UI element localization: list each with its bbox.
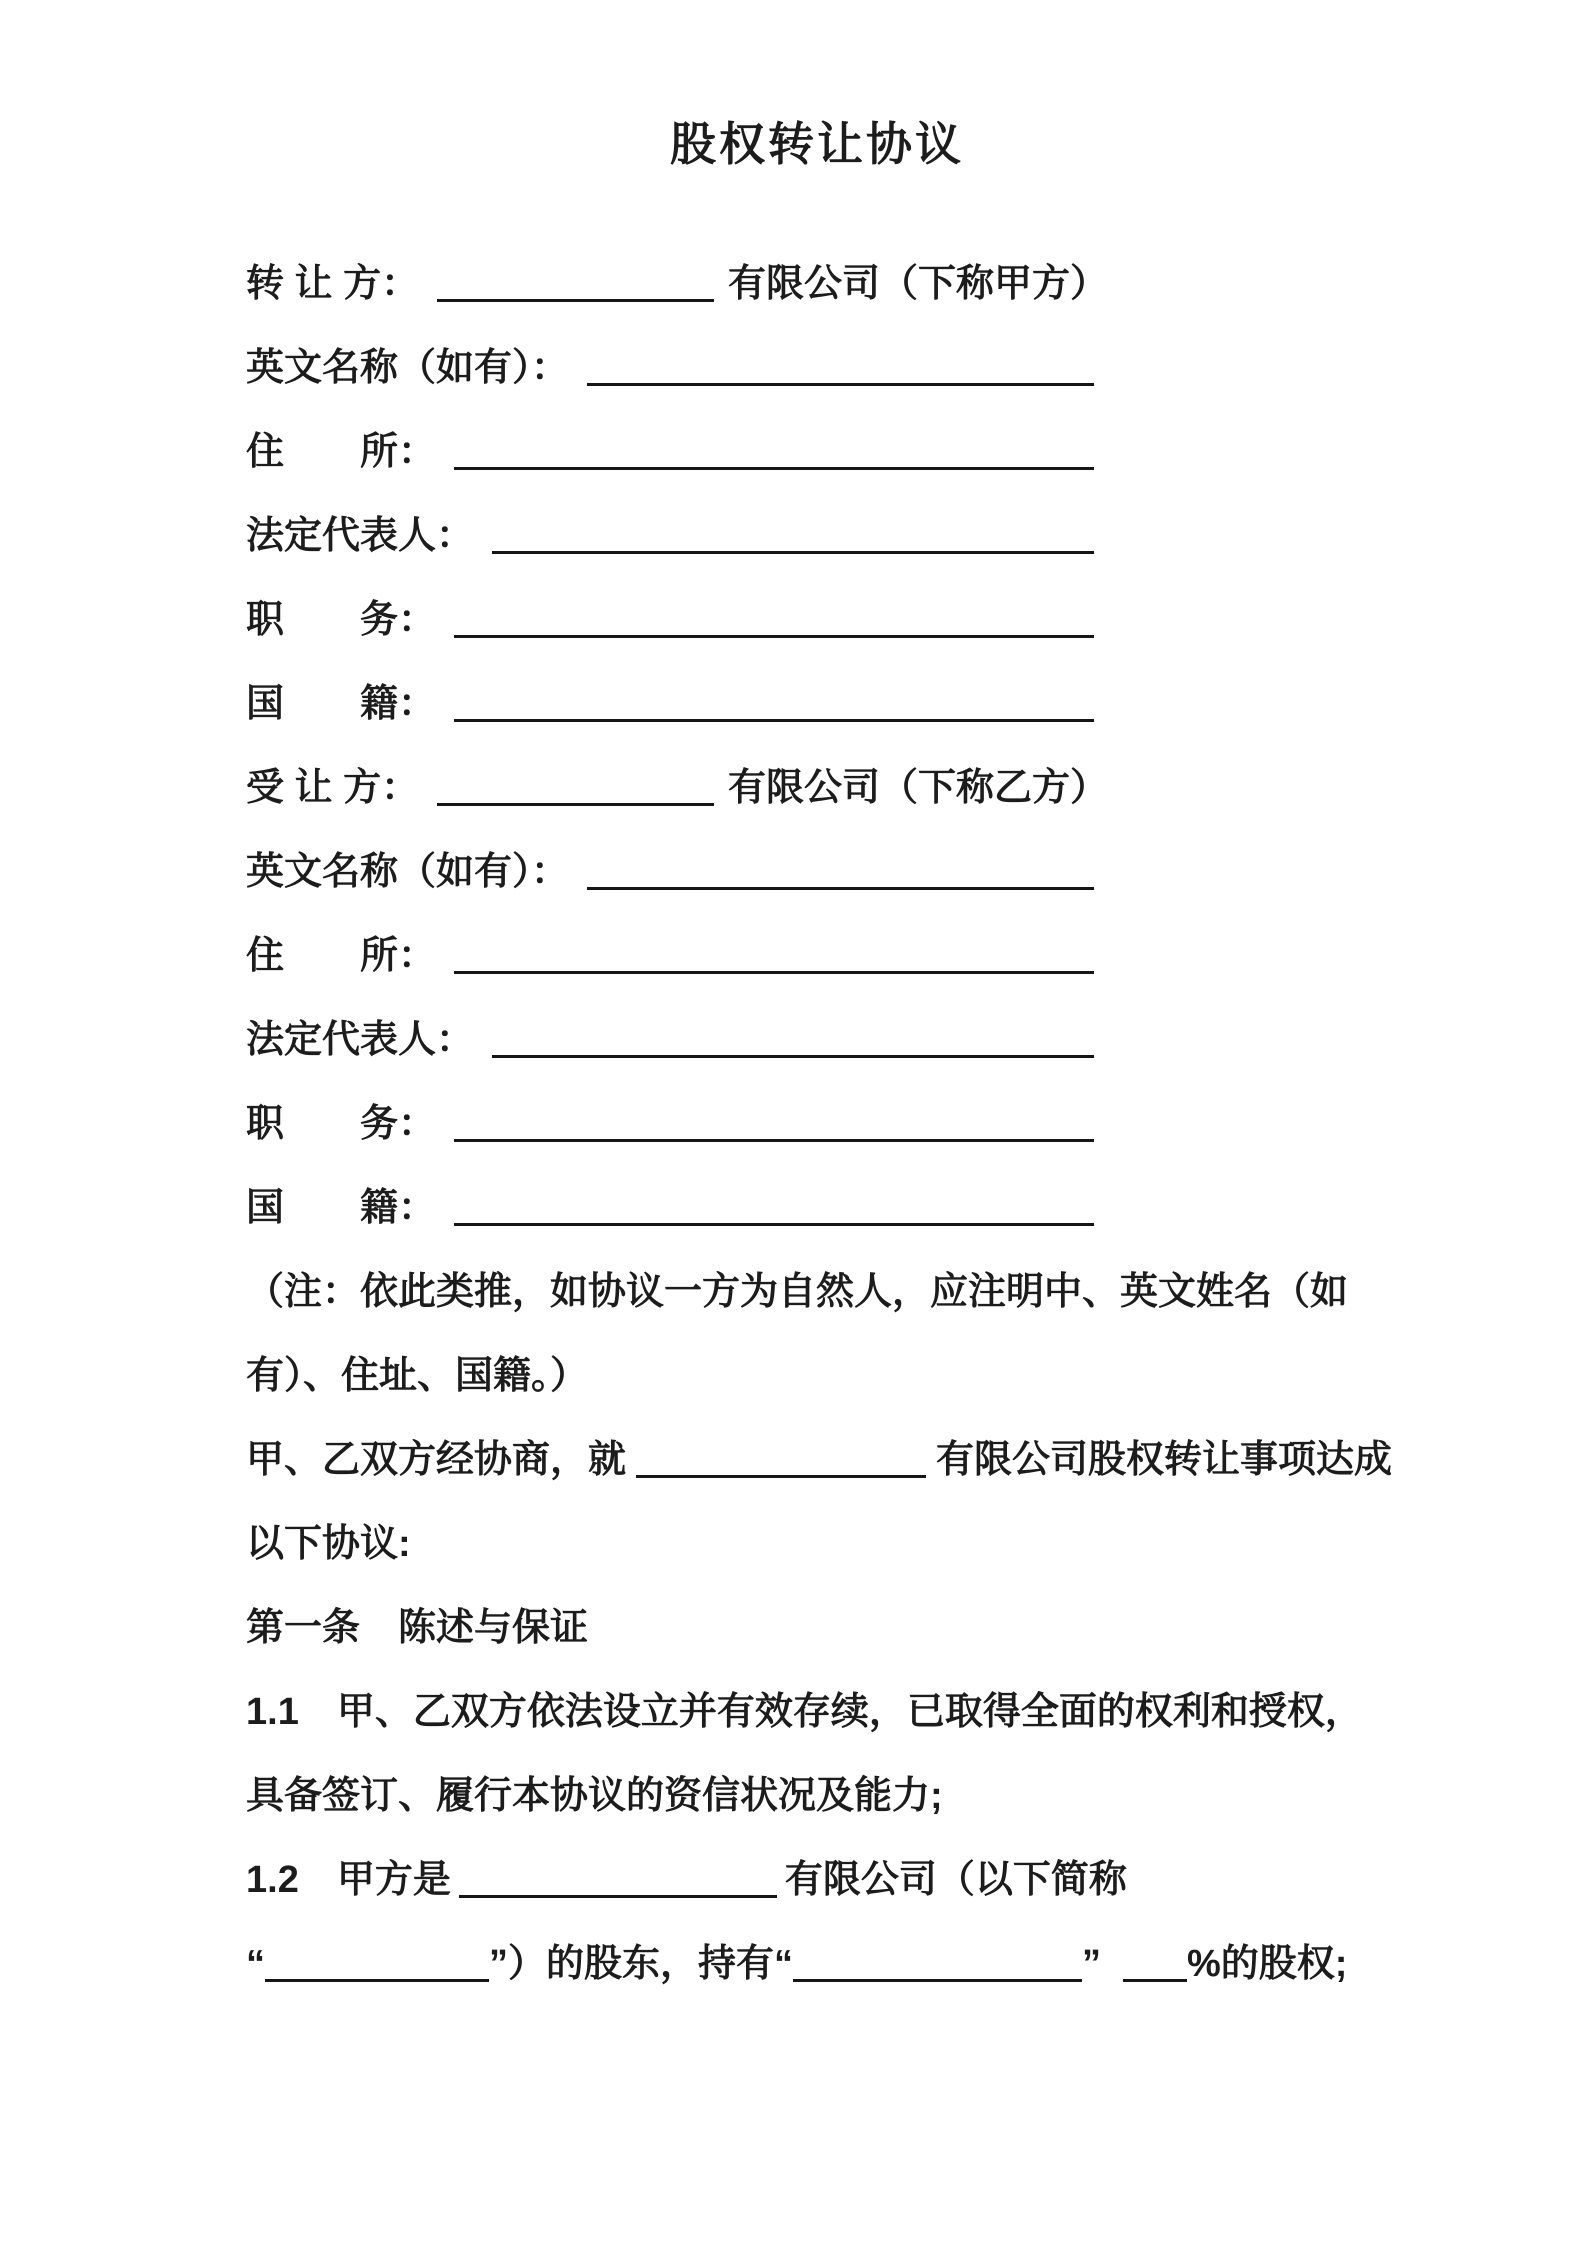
- blank-line-transferee-title[interactable]: [454, 1139, 1094, 1142]
- clause-1-2-seg-f: %的股权;: [1187, 1943, 1348, 1985]
- blank-line-transferor-legal-rep[interactable]: [492, 551, 1094, 554]
- clause-1-2-seg-c: “: [246, 1943, 265, 1985]
- field-row-transferee-title: [246, 1082, 1108, 1166]
- field-row-transferor-title: [246, 578, 1108, 662]
- section-1-heading: 第一条 陈述与保证: [246, 1607, 589, 1649]
- blank-line-transferor-title[interactable]: [454, 635, 1094, 638]
- field-row-transferee-nationality: [246, 1166, 1108, 1250]
- field-row-transferee-english-name: [246, 830, 1108, 914]
- preamble-text-before: 甲、乙双方经协商，就: [246, 1439, 627, 1481]
- field-label-transferor: 转 让 方：: [246, 263, 420, 305]
- clause-1-2-seg-d: ”）的股东，持有“: [489, 1943, 794, 1985]
- blank-line-transferor-english-name[interactable]: [587, 383, 1094, 386]
- field-label-transferee: 受 让 方：: [246, 767, 420, 809]
- document-title: 股权转让协议: [670, 118, 964, 170]
- blank-line-transferor-name[interactable]: [437, 299, 714, 302]
- blank-line-transferor-nationality[interactable]: [454, 719, 1094, 722]
- field-label-transferor-nationality: 国 籍：: [246, 683, 437, 725]
- blank-line-transferee-english-name[interactable]: [587, 887, 1094, 890]
- blank-line-transferee-address[interactable]: [454, 971, 1094, 974]
- field-row-transferee: [246, 746, 1108, 830]
- field-row-transferor-english-name: [246, 326, 1108, 410]
- field-label-transferor-legal-rep: 法定代表人：: [246, 515, 475, 557]
- party-fields: [246, 242, 1388, 1250]
- field-label-transferee-address: 住 所：: [246, 935, 437, 977]
- field-label-transferor-address: 住 所：: [246, 431, 437, 473]
- field-label-transferee-legal-rep: 法定代表人：: [246, 1019, 475, 1061]
- preamble-text-after: 有限公司股权转让事项达成以下协议:: [246, 1439, 1393, 1565]
- clause-1-2: [246, 1838, 1396, 2006]
- blank-line-transferee-name[interactable]: [437, 803, 714, 806]
- clause-1-2-company-blank[interactable]: [459, 1895, 777, 1898]
- field-suffix-transferor: 有限公司（下称甲方）: [727, 263, 1108, 305]
- clause-1-1: 1.1 甲、乙双方依法设立并有效存续，已取得全面的权利和授权，具备签订、履行本协议的资信状况及能力;: [246, 1691, 1363, 1817]
- clause-1-2-shortname-blank[interactable]: [265, 1979, 489, 1982]
- clause-1-2-seg-b: 有限公司（以下简称: [784, 1859, 1127, 1901]
- preamble-company-blank[interactable]: [636, 1475, 926, 1478]
- blank-line-transferee-nationality[interactable]: [454, 1223, 1094, 1226]
- field-label-transferor-english-name: 英文名称（如有）：: [246, 347, 570, 389]
- clause-1-2-seg-e: ”: [1082, 1943, 1102, 1985]
- field-row-transferor-nationality: [246, 662, 1108, 746]
- field-label-transferee-nationality: 国 籍：: [246, 1187, 437, 1229]
- field-label-transferor-title: 职 务：: [246, 599, 437, 641]
- blank-line-transferor-address[interactable]: [454, 467, 1094, 470]
- clause-1-2-target-blank[interactable]: [793, 1979, 1082, 1982]
- clause-1-2-seg-a: 1.2 甲方是: [246, 1859, 451, 1901]
- field-suffix-transferee: 有限公司（下称乙方）: [727, 767, 1108, 809]
- clause-1-2-percent-blank[interactable]: [1123, 1979, 1187, 1982]
- field-label-transferee-title: 职 务：: [246, 1103, 437, 1145]
- preamble-paragraph: [246, 1418, 1396, 1586]
- field-row-transferee-legal-rep: [246, 998, 1108, 1082]
- blank-line-transferee-legal-rep[interactable]: [492, 1055, 1094, 1058]
- note-paragraph: （注：依此类推，如协议一方为自然人，应注明中、英文姓名（如有）、住址、国籍。）: [246, 1271, 1349, 1397]
- field-label-transferee-english-name: 英文名称（如有）：: [246, 851, 570, 893]
- field-row-transferee-address: [246, 914, 1108, 998]
- field-row-transferor-legal-rep: [246, 494, 1108, 578]
- field-row-transferor-address: [246, 410, 1108, 494]
- field-row-transferor: [246, 242, 1108, 326]
